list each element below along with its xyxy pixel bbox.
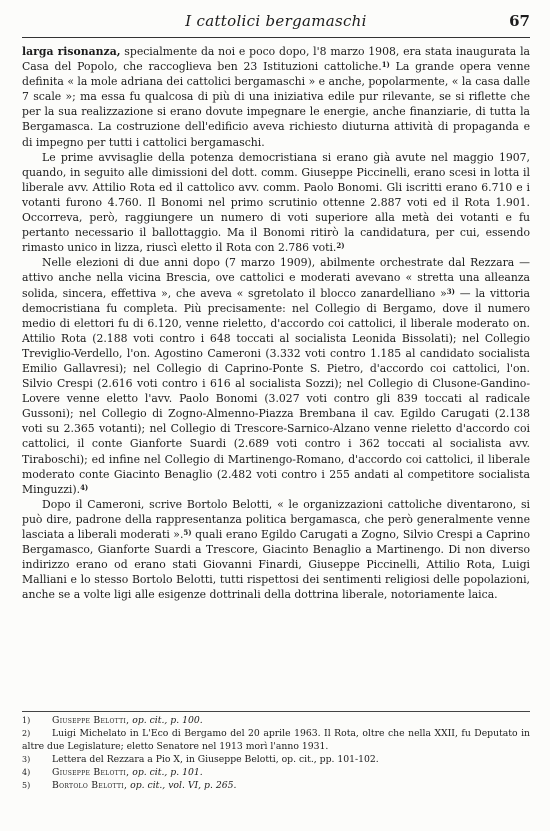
footnote-ref-4: 4) [80, 482, 89, 492]
text-run: Le prime avvisaglie della potenza democristiana si erano già avute nel maggio 1907, quando, in seguito alle dimissioni del dott. comm. Giuseppe Piccinelli, erano scesi in lotta il liberale avv. Attilio Rota ed il cattolico avv. comm. Paolo Bonomi. Gli iscritti erano 6.710 e i votanti furono 4.760. Il Bonomi nel primo scrutinio ottenne 2.887 voti ed il Rota 1.901. Occorreva, però, raggiungere un numero di voti superiore alla metà dei votanti e fu pertanto necessario il ballottaggio. Ma il Bonomi ritirò la candidatura, per cui, essendo rimasto unico in lizza, riuscì eletto il Rota con 2.786 voti. [22, 150, 530, 255]
footnote-2 [22, 727, 530, 753]
header-rule [22, 37, 530, 38]
running-head [22, 12, 530, 34]
paragraph-4 [22, 497, 530, 603]
footnote-number: 1) [22, 716, 31, 725]
footnote-number: 2) [22, 729, 31, 738]
footnote-text: op. cit., vol. VI, p. 265. [127, 780, 237, 791]
bold-phrase: larga risonanza, [22, 45, 121, 58]
footnote-rule [22, 711, 530, 712]
text-run: La grande opera venne definita « la mole adriana dei cattolici bergamaschi » e anche, popolarmente, « la casa dalle 7 scale »; ma essa fu qualcosa di più di una iniziativa edile pur rilevante, se si riflette che per la sua realizzazione si erano dovute impegnare le energie, anche finanziarie, di tutta la Bergamasca. La costruzione dell'edificio aveva richiesto diuturna attività di propaganda e di impegno per tutti i cattolici bergamaschi. [22, 60, 530, 149]
footnote-author: Giuseppe Belotti, [52, 767, 130, 778]
footnote-text: op. cit., p. 101. [129, 767, 203, 778]
paragraph-2 [22, 150, 530, 256]
footnote-1 [22, 714, 530, 727]
running-title: I cattolici bergamaschi [185, 12, 367, 30]
footnote-ref-5: 5) [183, 528, 192, 537]
paragraph-3 [22, 255, 530, 497]
footnote-author: Bortolo Belotti, [52, 780, 128, 791]
footnote-text: Lettera del Rezzara a Pio X, in Giuseppe Belotti, op. cit., pp. 101-102. [52, 754, 379, 765]
footnote-ref-3: 3) [446, 286, 455, 296]
text-run: Dopo il Cameroni, scrive Bortolo Belotti, « le organizzazioni cattoliche diventarono, si può dire, padrone della rappresentanza politica bergamasca, che però generalmente venne lasciata a liberali moderati ». [22, 497, 530, 541]
footnote-number: 3) [22, 755, 31, 764]
footnote-author: Giuseppe Belotti, [52, 715, 130, 726]
paragraph-1 [22, 44, 530, 150]
body-text [22, 44, 530, 602]
page-number: 67 [509, 12, 530, 30]
text-run: Nelle elezioni di due anni dopo (7 marzo 1909), abilmente orchestrate dal Rezzara — attivo anche nella vicina Brescia, ove cattolici e moderati avevano « stretta una alleanza solida, sincera, effettiva », che aveva « sgretolato il blocco zanardelliano » [22, 256, 530, 300]
footnote-ref-2: 2) [336, 241, 345, 251]
footnote-3 [22, 753, 530, 766]
footnote-text: op. cit., p. 100. [129, 715, 203, 726]
footnote-text: Luigi Michelato in L'Eco di Bergamo del 20 aprile 1963. Il Rota, oltre che nella XXII, fu Deputato in altre due Legislature; eletto Senatore nel 1913 morì l'anno 1931. [22, 728, 530, 752]
text-run: quali erano Egildo Carugati a Zogno, Silvio Crespi a Caprino Bergamasco, Gianforte Suardi a Trescore, Giacinto Benaglio a Martinengo. Di non diverso indirizzo erano od erano stati Giovanni Finardi, Giuseppe Piccinelli, Attilio Rota, Luigi Malliani e lo stesso Bortolo Belotti, tutti rispettosi dei sentimenti religiosi delle popolazioni, anche se a volte ligi alle esigenze dottrinali della dottrina liberale, notoriamente laica. [22, 528, 530, 602]
footnote-5 [22, 779, 530, 792]
text-run: specialmente da noi e poco dopo, l'8 marzo 1908, era stata inaugurata la Casa del Popolo, che raccoglieva ben 23 Istituzioni cattoliche. [22, 45, 530, 74]
footnote-4 [22, 766, 530, 779]
text-run: — la vittoria democristiana fu completa. Più precisamente: nel Collegio di Bergamo, dove il numero medio di elettori fu di 6.120, venne rieletto, d'accordo coi cattolici, il liberale moderato on. Attilio Rota (2.188 voti contro i 648 toccati al socialista Leonida Bissolati); nel Collegio Treviglio-Verdello, l'on. Agostino Cameroni (3.332 voti contro 1.185 al candidato socialista Emilio Gallavresi); nel Collegio di Caprino-Ponte S. Pietro, d'accordo coi cattolici, l'on. Silvio Crespi (2.616 voti contro i 616 al socialista Sozzi); nel Collegio di Clusone-Gandino-Lovere venne eletto l'avv. Paolo Bonomi (3.027 voti contro gli 839 toccati al radicale Gussoni); nel Collegio di Zogno-Almenno-Piazza Brembana il cav. Egildo Carugati (2.138 voti su 2.365 votanti); nel Collegio di Trescore-Sarnico-Alzano venne rieletto d'accordo coi cattolici, il conte Gianforte Suardi (2.689 voti contro i 362 toccati al socialista avv. Tiraboschi); ed infine nel Collegio di Martinengo-Romano, d'accordo coi cattolici, il liberale moderato conte Giacinto Benaglio (2.482 voti contro i 255 andati al competitore socialista Minguzzi). [22, 286, 530, 496]
footnotes [22, 714, 530, 792]
footnote-number: 4) [22, 768, 31, 777]
footnote-number: 5) [22, 781, 31, 790]
footnote-ref-1: 1) [381, 60, 390, 70]
